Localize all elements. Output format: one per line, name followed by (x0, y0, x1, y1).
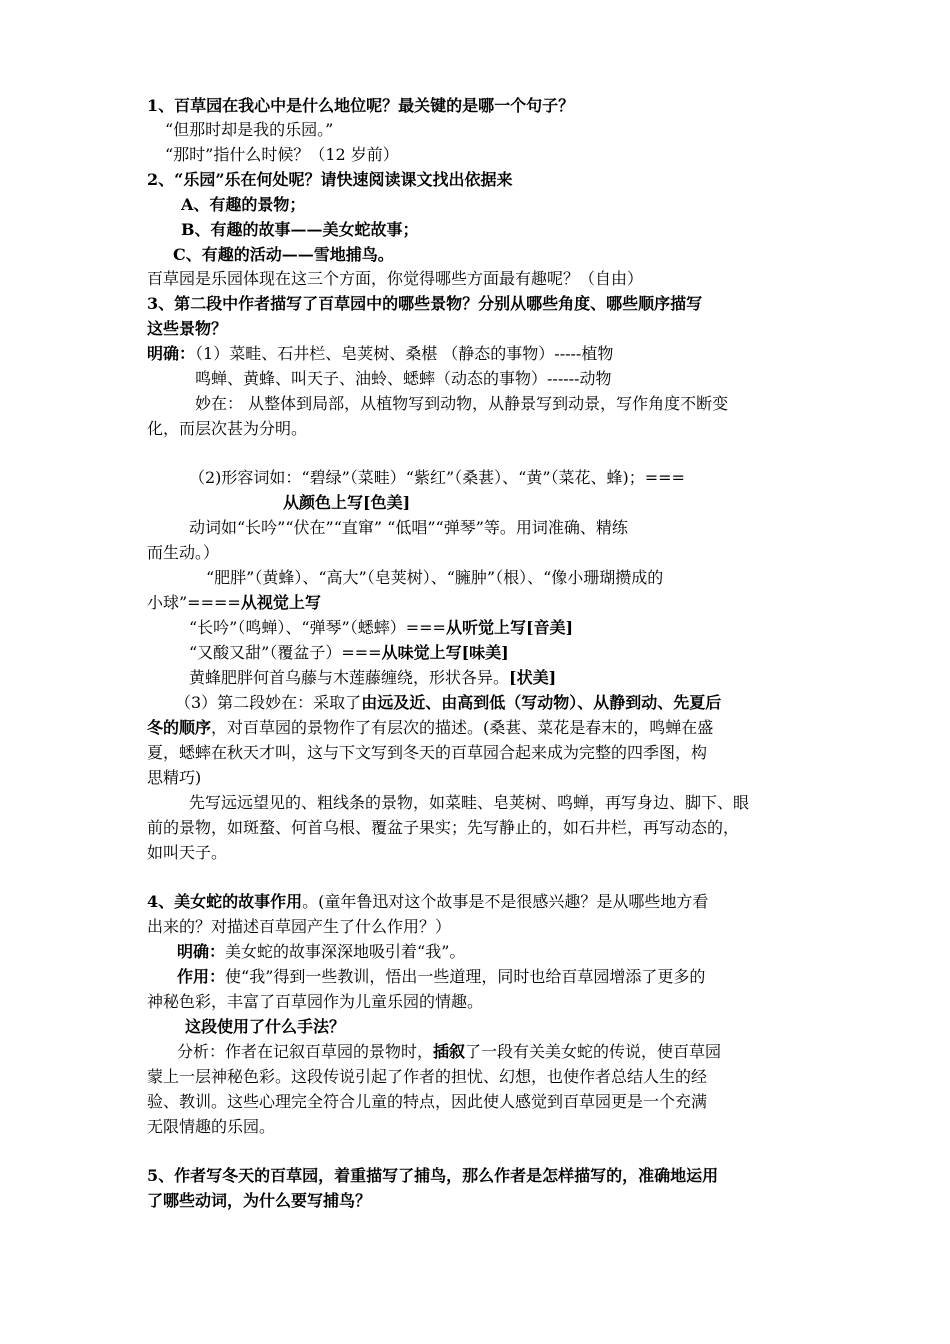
q3-order-line3: 夏，蟋蟀在秋天才叫，这与下文写到冬天的百草园合起来成为完整的四季图，构 (147, 743, 708, 762)
q4-ming-text: 美女蛇的故事深深地吸引着“我”。 (225, 942, 466, 961)
q4-zuo-line1 (177, 966, 705, 988)
q4-heading-line2: 出来的？对描述百草园产生了什么作用？） (147, 917, 452, 936)
q4-analysis-line4: 无限情趣的乐园。 (147, 1117, 276, 1136)
q3-answer-line1 (147, 343, 613, 365)
q3-miao-line1: 妙在： 从整体到局部，从植物写到动物，从静景写到动景，写作角度不断变 (195, 394, 729, 413)
q3-order-intro: （3）第二段妙在：采取了 (175, 693, 362, 712)
q3-visual-text: 小球”==== (147, 593, 241, 612)
q3-answer-animals: 鸣蝉、黄蜂、叫天子、油蛉、蟋蟀（动态的事物）------动物 (195, 369, 612, 388)
q3-order-line4: 思精巧) (147, 768, 202, 787)
q5-heading-line2: 了哪些动词，为什么要写捕鸟？ (147, 1191, 372, 1210)
q3-auditory-label: 从听觉上写[音美] (445, 618, 574, 637)
q3-auditory-text: “长吟”（鸣蝉）、“弹琴”（蟋蟀）=== (189, 618, 446, 637)
q4-analysis-rest: 了一段有关美女蛇的传说，使百草园 (465, 1042, 722, 1061)
q4-analysis-emph: 插叙 (433, 1042, 466, 1061)
q2-item-a: A、有趣的景物； (181, 195, 306, 214)
q3-auditory-line (189, 617, 573, 639)
q1-heading: 1、百草园在我心中是什么地位呢？最关键的是哪一个句子？ (147, 96, 575, 115)
q4-analysis-line1 (177, 1041, 721, 1063)
q4-method-question: 这段使用了什么手法？ (185, 1017, 346, 1036)
q3-shape-line (189, 667, 556, 689)
q3-visual-line2 (147, 592, 321, 614)
q3-shape-text: 黄蜂肥胖何首乌藤与木莲藤缠绕，形状各异。 (189, 668, 510, 687)
q4-zuo-label: 作用： (177, 967, 226, 986)
q3-answer-plants: （1）菜畦、石井栏、皂荚树、桑椹 （静态的事物）-----植物 (195, 344, 614, 363)
q1-quote: “但那时却是我的乐园。” (165, 120, 334, 139)
q3-heading-line2: 这些景物？ (147, 319, 228, 338)
q3-verb-line2: 而生动。） (147, 543, 220, 562)
q3-first-line1: 先写远远望见的、粗线条的景物，如菜畦、皂荚树、鸣蝉，再写身边、脚下、眼 (189, 793, 750, 812)
q4-heading-title: 4、美女蛇的故事作用 (147, 892, 303, 911)
q4-analysis-intro: 分析：作者在记叙百草园的景物时， (177, 1042, 434, 1061)
q2-item-b: B、有趣的故事——美女蛇故事； (181, 220, 419, 239)
q3-order-line2 (147, 717, 713, 739)
q4-analysis-line3: 验、教训。这些心理完全符合儿童的特点，因此使人感觉到百草园更是一个充满 (147, 1092, 708, 1111)
q3-taste-line (189, 642, 509, 664)
q3-adjective-line2: 从颜色上写[色美] (283, 493, 411, 512)
q4-heading-aside: 。(童年鲁迅对这个故事是不是很感兴趣？是从哪些地方看 (302, 892, 709, 911)
q3-shape-label: [状美] (509, 668, 557, 687)
q3-adjective-line1: （2)形容词如：“碧绿”（菜畦）“紫红”（桑葚）、“黄”（菜花、蜂)；=== (189, 468, 685, 487)
q3-taste-label: 从味觉上写[味美] (381, 643, 509, 662)
q3-order-text2: ，对百草园的景物作了有层次的描述。(桑葚、菜花是春末的，鸣蝉在盛 (211, 718, 714, 737)
q4-zuo-line2: 神秘色彩，丰富了百草园作为儿童乐园的情趣。 (147, 992, 484, 1011)
q2-item-c: C、有趣的活动——雪地捕鸟。 (173, 245, 394, 264)
q4-heading-line1 (147, 891, 708, 913)
q3-miao-line2: 化，而层次甚为分明。 (147, 419, 308, 438)
q3-answer-label: 明确： (147, 344, 196, 363)
q3-verb-line1: 动词如“长吟”“伏在”“直窜” “低唱”“弹琴”等。用词准确、精练 (189, 518, 628, 537)
q4-ming-label: 明确： (177, 942, 226, 961)
q2-summary: 百草园是乐园体现在这三个方面，你觉得哪些方面最有趣呢？（自由） (147, 269, 644, 288)
q3-visual-label: 从视觉上写 (240, 593, 321, 612)
q3-order-emph2: 冬的顺序 (147, 718, 212, 737)
q3-order-line1 (175, 692, 721, 714)
q4-analysis-line2: 蒙上一层神秘色彩。这段传说引起了作者的担忧、幻想，也使作者总结人生的经 (147, 1067, 708, 1086)
q4-ming-line (177, 941, 465, 963)
q4-zuo-text: 使“我”得到一些教训，悟出一些道理，同时也给百草园增添了更多的 (225, 967, 706, 986)
q3-first-line3: 如叫天子。 (147, 843, 228, 862)
q5-heading-line1: 5、作者写冬天的百草园，着重描写了捕鸟，那么作者是怎样描写的，准确地运用 (147, 1166, 719, 1185)
q1-when: “那时”指什么时候？（12 岁前） (165, 145, 399, 164)
q3-order-emph1: 由远及近、由高到低（写动物）、从静到动、先夏后 (361, 693, 722, 712)
q2-heading: 2、“乐园”乐在何处呢？请快速阅读课文找出依据来 (147, 170, 513, 189)
q3-visual-line1: “肥胖”（黄蜂）、“高大”（皂荚树）、“臃肿”（根）、“像小珊瑚攒成的 (206, 568, 664, 587)
q3-first-line2: 前的景物，如斑蝥、何首乌根、覆盆子果实；先写静止的，如石井栏，再写动态的， (147, 818, 740, 837)
q3-heading-line1: 3、第二段中作者描写了百草园中的哪些景物？分别从哪些角度、哪些顺序描写 (147, 294, 703, 313)
q3-taste-text: “又酸又甜”（覆盆子）=== (189, 643, 382, 662)
